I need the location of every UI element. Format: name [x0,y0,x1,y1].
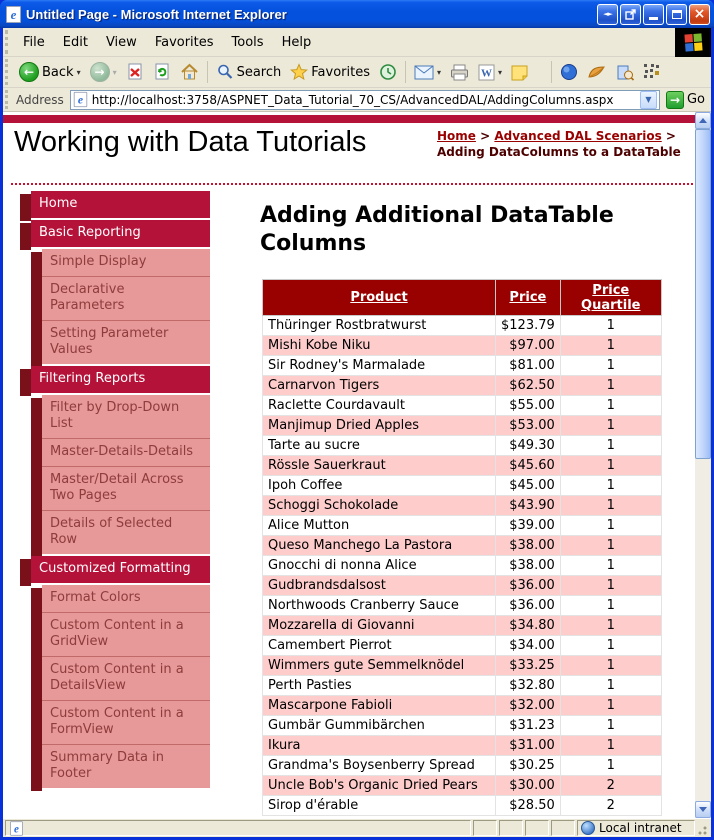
status-panel [525,820,549,836]
table-row [263,396,662,416]
product-cell: Wimmers gute Semmelknödel [263,656,496,676]
status-bar [3,818,711,837]
quartile-cell: 1 [560,456,661,476]
messenger-icon [560,63,578,81]
sidebar-item-summary-data-in-footer[interactable]: Summary Data in Footer [42,744,210,788]
sidebar-group [20,191,210,218]
quartile-cell: 1 [560,556,661,576]
float-window-button[interactable] [597,4,618,25]
column-header-price [496,280,561,316]
product-cell: Queso Manchego La Pastora [263,536,496,556]
quartile-cell: 1 [560,496,661,516]
forward-button[interactable] [86,59,121,85]
page-content [3,112,695,818]
product-cell: Raclette Courdavault [263,396,496,416]
price-cell: $30.25 [496,756,561,776]
sidebar-item-home[interactable]: Home [31,191,210,218]
product-cell: Mozzarella di Giovanni [263,616,496,636]
arrow-down-icon [699,807,707,812]
quartile-cell: 1 [560,396,661,416]
address-dropdown-button[interactable]: ▼ [640,91,657,109]
history-button[interactable] [375,59,401,85]
table-row [263,556,662,576]
popout-window-button[interactable] [620,4,641,25]
vertical-scrollbar[interactable] [695,112,711,818]
notes-button[interactable] [507,59,532,85]
table-row [263,596,662,616]
left-right-arrows-icon: ◄► [603,10,612,18]
table-row [263,756,662,776]
quartile-cell: 1 [560,756,661,776]
sort-link-product[interactable]: Product [350,290,408,305]
title-bar[interactable] [0,0,714,28]
toolbar-grip[interactable] [5,59,12,85]
edit-dropdown-icon[interactable]: ▾ [498,67,503,77]
table-row [263,316,662,336]
quartile-cell: 1 [560,616,661,636]
menu-help[interactable]: Help [281,34,312,50]
svg-text:W: W [481,67,493,79]
price-cell: $28.50 [496,796,561,816]
quartile-cell: 2 [560,776,661,796]
note-icon [511,64,528,81]
price-cell: $39.00 [496,516,561,536]
edit-with-word-button[interactable] [474,59,506,85]
table-row [263,796,662,816]
close-button[interactable]: × [689,4,710,25]
product-cell: Carnarvon Tigers [263,376,496,396]
quartile-cell: 1 [560,716,661,736]
mail-dropdown-icon[interactable]: ▾ [437,67,442,77]
breadcrumb: Home > Advanced DAL Scenarios > Adding DataColumns to a DataTable [437,129,681,159]
price-cell: $62.50 [496,376,561,396]
price-cell: $45.00 [496,476,561,496]
product-cell: Mishi Kobe Niku [263,336,496,356]
sidebar-subgroup [31,585,210,788]
sort-link-price[interactable]: Price [509,290,547,305]
product-cell: Alice Mutton [263,516,496,536]
address-input[interactable] [70,90,660,110]
refresh-button[interactable] [149,59,175,85]
sidebar-item-details-of-selected-row[interactable]: Details of Selected Row [42,510,210,554]
table-row [263,376,662,396]
product-cell: Ikura [263,736,496,756]
scroll-down-button[interactable] [695,801,711,818]
menu-favorites[interactable]: Favorites [154,34,214,50]
address-label: Address [16,92,64,107]
sidebar-group [20,220,210,364]
quartile-cell: 1 [560,436,661,456]
back-button[interactable]: ← Back ▾ [15,59,85,85]
home-button[interactable] [176,59,203,85]
sidebar-item-setting-parameter-values[interactable]: Setting Parameter Values [42,320,210,364]
sort-link-price-quartile[interactable]: Price Quartile [581,282,641,313]
sidebar-subgroup [31,249,210,364]
ie-page-icon: e [10,821,23,835]
price-cell: $36.00 [496,596,561,616]
price-cell: $30.00 [496,776,561,796]
table-row [263,536,662,556]
favorites-button[interactable]: Favorites [286,59,374,85]
quartile-cell: 2 [560,796,661,816]
price-cell: $33.25 [496,656,561,676]
column-header-price-quartile [560,280,661,316]
price-cell: $55.00 [496,396,561,416]
site-title: Working with Data Tutorials [14,126,367,158]
sidebar-item-master-details-details[interactable]: Master-Details-Details [42,438,210,466]
product-cell: Gnocchi di nonna Alice [263,556,496,576]
sidebar-item-custom-content-in-a-gridview[interactable]: Custom Content in a GridView [42,612,210,656]
table-row [263,676,662,696]
menu-bar [3,28,711,57]
price-cell: $31.00 [496,736,561,756]
quartile-cell: 1 [560,536,661,556]
price-cell: $45.60 [496,456,561,476]
word-icon [478,64,495,81]
toolbar-grip[interactable] [5,90,12,109]
messenger-button[interactable] [556,59,582,85]
forward-dropdown-icon: ▾ [112,67,117,77]
scroll-up-button[interactable] [695,112,711,129]
sidebar-item-format-colors[interactable]: Format Colors [42,585,210,612]
quartile-cell: 1 [560,516,661,536]
address-bar [3,88,711,112]
arrow-up-icon [699,118,707,123]
table-row [263,776,662,796]
sidebar-item-custom-content-in-a-detailsview[interactable]: Custom Content in a DetailsView [42,656,210,700]
maximize-button[interactable] [666,4,687,25]
sidebar-item-filter-by-drop-down-list[interactable]: Filter by Drop-Down List [42,395,210,438]
product-cell: Northwoods Cranberry Sauce [263,596,496,616]
maximize-icon [672,10,682,19]
ie-page-icon: e [6,6,21,23]
price-cell: $38.00 [496,556,561,576]
page-top-accent-bar [3,115,695,123]
window-title: Untitled Page - Microsoft Internet Explorer [26,6,287,22]
table-row [263,616,662,636]
table-row [263,476,662,496]
product-cell: Thüringer Rostbratwurst [263,316,496,336]
research-button[interactable] [583,59,611,85]
sidebar-item-declarative-parameters[interactable]: Declarative Parameters [42,276,210,320]
price-cell: $81.00 [496,356,561,376]
quartile-cell: 1 [560,476,661,496]
windows-logo-throbber [675,28,711,57]
table-row [263,356,662,376]
page-title: Adding Additional DataTable Columns [260,203,614,256]
web-tools-button[interactable] [639,59,665,85]
price-cell: $53.00 [496,416,561,436]
product-cell: Perth Pasties [263,676,496,696]
home-icon [180,63,199,81]
windows-flag-icon [684,33,702,51]
toolbar-separator [551,61,552,83]
quartile-cell: 1 [560,416,661,436]
sidebar-group [20,366,210,554]
quartile-cell: 1 [560,336,661,356]
stop-icon [126,63,144,81]
product-cell: Rössle Sauerkraut [263,456,496,476]
table-row [263,716,662,736]
stop-button[interactable] [122,59,148,85]
header-divider [11,183,693,185]
quartile-cell: 1 [560,316,661,336]
popout-icon [625,9,636,20]
product-cell: Mascarpone Fabioli [263,696,496,716]
table-row [263,416,662,436]
sidebar-subgroup [31,395,210,554]
table-row [263,736,662,756]
breadcrumb-link-section[interactable]: Advanced DAL Scenarios [494,129,662,143]
search-icon [216,63,234,81]
forward-icon: → [90,62,110,82]
price-cell: $32.00 [496,696,561,716]
quartile-cell: 1 [560,636,661,656]
table-row [263,336,662,356]
sidebar-item-custom-content-in-a-formview[interactable]: Custom Content in a FormView [42,700,210,744]
product-cell: Sirop d'érable [263,796,496,816]
site-navigation [20,191,210,790]
table-row [263,636,662,656]
quartile-cell: 1 [560,656,661,676]
quartile-cell: 1 [560,376,661,396]
mail-button[interactable] [410,59,445,85]
toolbar-separator [207,61,208,83]
minimize-icon [649,17,658,20]
price-cell: $49.30 [496,436,561,456]
price-cell: $97.00 [496,336,561,356]
search-button[interactable]: Search [212,59,286,85]
product-cell: Camembert Pierrot [263,636,496,656]
quartile-cell: 1 [560,736,661,756]
sidebar-item-filtering-reports[interactable]: Filtering Reports [31,366,210,393]
sidebar-item-master-detail-across-two-pages[interactable]: Master/Detail Across Two Pages [42,466,210,510]
menu-tools[interactable]: Tools [231,34,264,50]
product-cell: Manjimup Dried Apples [263,416,496,436]
breadcrumb-link-home[interactable]: Home [437,129,476,143]
autofill-icon [616,64,634,81]
product-cell: Sir Rodney's Marmalade [263,356,496,376]
products-gridview [262,279,662,816]
product-cell: Uncle Bob's Organic Dried Pears [263,776,496,796]
sidebar-item-simple-display[interactable]: Simple Display [42,249,210,276]
price-cell: $38.00 [496,536,561,556]
pixel-grid-icon [643,63,661,81]
table-row [263,496,662,516]
price-cell: $32.80 [496,676,561,696]
status-panel [499,820,523,836]
table-row [263,656,662,676]
favorites-star-icon [290,63,308,81]
go-arrow-icon: → [666,91,684,109]
url-text[interactable]: http://localhost:3758/ASPNET_Data_Tutorial_70_CS/AdvancedDAL/AddingColumns.aspx [91,92,614,107]
product-cell: Tarte au sucre [263,436,496,456]
page-icon: e [74,92,88,107]
quartile-cell: 1 [560,576,661,596]
minimize-button[interactable] [643,4,664,25]
print-icon [450,64,469,81]
print-button[interactable] [446,59,473,85]
breadcrumb-current: Adding DataColumns to a DataTable [437,145,681,159]
autofill-button[interactable] [612,59,638,85]
local-intranet-icon [581,821,595,835]
toolbar-separator [405,61,406,83]
table-row [263,696,662,716]
column-header-product [263,280,496,316]
menu-edit[interactable]: Edit [62,34,88,50]
sidebar-item-basic-reporting[interactable]: Basic Reporting [31,220,210,247]
table-row [263,576,662,596]
toolbar-grip[interactable] [5,30,12,54]
product-cell: Grandma's Boysenberry Spread [263,756,496,776]
history-icon [379,63,397,81]
scrollbar-thumb[interactable] [695,129,711,459]
security-zone-panel [577,820,695,836]
product-cell: Gumbär Gummibärchen [263,716,496,736]
status-main-panel [5,820,471,836]
menu-view[interactable]: View [105,34,137,50]
mail-icon [414,65,434,80]
quartile-cell: 1 [560,356,661,376]
go-button[interactable]: → Go [660,91,711,109]
standard-toolbar [3,57,711,88]
back-dropdown-icon[interactable]: ▾ [76,67,81,77]
quartile-cell: 1 [560,676,661,696]
product-cell: Schoggi Schokolade [263,496,496,516]
table-row [263,516,662,536]
refresh-icon [153,63,171,81]
product-cell: Ipoh Coffee [263,476,496,496]
price-cell: $123.79 [496,316,561,336]
price-cell: $34.80 [496,616,561,636]
price-cell: $31.23 [496,716,561,736]
zone-label: Local intranet [599,821,682,835]
status-panel [551,820,575,836]
quartile-cell: 1 [560,696,661,716]
price-cell: $36.00 [496,576,561,596]
product-cell: Gudbrandsdalsost [263,576,496,596]
research-icon [587,64,607,80]
table-row [263,456,662,476]
sidebar-item-customized-formatting[interactable]: Customized Formatting [31,556,210,583]
price-cell: $34.00 [496,636,561,656]
table-row [263,436,662,456]
quartile-cell: 1 [560,596,661,616]
resize-grip[interactable] [697,820,709,836]
back-icon: ← [19,62,39,82]
sidebar-group [20,556,210,788]
status-panel [473,820,497,836]
price-cell: $43.90 [496,496,561,516]
menu-file[interactable]: File [23,34,45,50]
